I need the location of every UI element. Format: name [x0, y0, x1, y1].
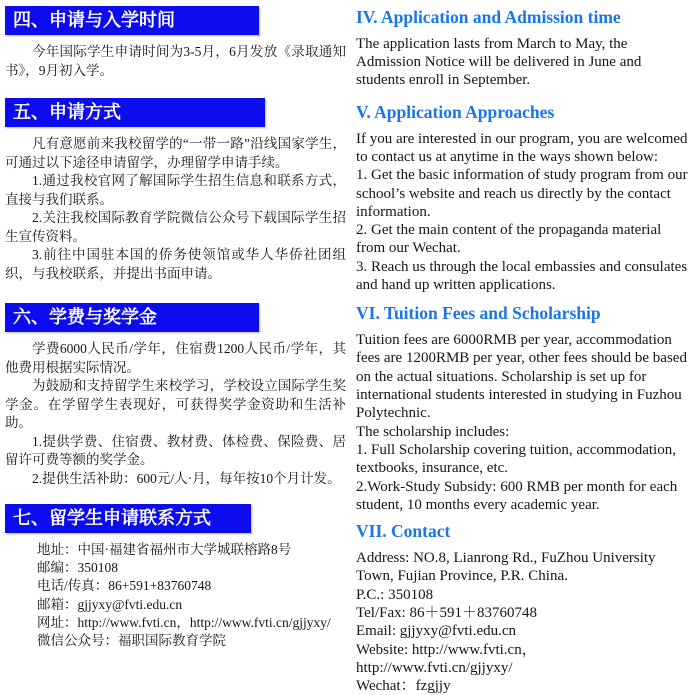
cn-section-application-time — [5, 6, 346, 80]
en-section-application-approaches — [356, 102, 693, 295]
en-section-contact-heading: VII. Contact — [356, 521, 451, 542]
cn-contact-block — [5, 541, 346, 650]
en-list-item: 2. Get the main content of the propaganda material from our Wechat. — [356, 222, 662, 257]
en-contact-wechat: Wechat：fzgjjy — [356, 678, 451, 695]
en-paragraph: The scholarship includes: — [356, 423, 510, 440]
en-section-tuition-scholarship-heading: VI. Tuition Fees and Scholarship — [356, 303, 601, 324]
en-paragraph: The application lasts from March to May, the Admission Notice will be delivered in June and students enroll in September. — [356, 35, 642, 89]
cn-section-application-time-banner: 四、申请与入学时间 — [5, 6, 259, 35]
cn-list-item: 1.提供学费、住宿费、教材费、体检费、保险费、居留许可费等额的奖学金。 — [5, 433, 346, 467]
cn-contact-postcode: 邮编：350108 — [37, 560, 118, 576]
en-contact-telfax: Tel/Fax: 86＋591＋83760748 — [356, 604, 538, 621]
cn-list-item: 2.关注我校国际教育学院微信公众号下载国际学生招生宣传资料。 — [5, 210, 346, 244]
cn-list-item: 1.通过我校官网了解国际学生招生信息和联系方式，直接与我们联系。 — [5, 173, 346, 207]
cn-paragraph: 为鼓励和支持留学生来校学习，学校设立国际学生奖学金。在学留学生表现好，可获得奖学金资助和生活补助。 — [5, 378, 346, 430]
en-contact-website: Website: http://www.fvti.cn，http://www.fvti.cn/gjjyxy/ — [356, 641, 537, 676]
cn-section-tuition-scholarship-banner: 六、学费与奖学金 — [5, 303, 259, 332]
en-contact-postcode: P.C.: 350108 — [356, 586, 434, 603]
en-section-contact — [356, 521, 693, 695]
en-list-item: 1. Get the basic information of study program from our school’s website and reach us directly by the contact information. — [356, 167, 688, 220]
en-section-application-time — [356, 7, 693, 90]
en-list-item: 1. Full Scholarship covering tuition, accommodation, textbooks, insurance, etc. — [356, 441, 676, 477]
cn-contact-telfax: 电话/传真：86+591+83760748 — [37, 578, 212, 594]
en-section-application-approaches-heading: V. Application Approaches — [356, 101, 555, 122]
cn-section-application-methods-banner: 五、申请方式 — [5, 98, 265, 127]
cn-section-tuition-scholarship — [5, 303, 346, 488]
chinese-column — [5, 6, 346, 649]
cn-contact-address: 地址：中国·福建省福州市大学城联榕路8号 — [37, 542, 292, 557]
cn-paragraph: 学费6000人民币/学年，住宿费1200人民币/学年，其他费用根据实际情况。 — [5, 341, 346, 375]
en-list-item: 2.Work-Study Subsidy: 600 RMB per month for each student, 10 months every academic year. — [356, 478, 678, 513]
cn-paragraph: 凡有意愿前来我校留学的“一带一路”沿线国家学生，可通过以下途径申请留学，办理留学申请手续。 — [5, 136, 346, 170]
cn-contact-website: 网址：http://www.fvti.cn，http://www.fvti.cn/gjjyxy/ — [37, 614, 331, 630]
en-list-item: 3. Reach us through the local embassies and consulates and hand up written applications. — [356, 258, 688, 294]
cn-list-item: 2.提供生活补助：600元/人·月，每年按10个月计发。 — [32, 470, 341, 486]
cn-list-item: 3.前往中国驻本国的侨务使领馆或华人华侨社团组织，与我校联系，并提出书面申请。 — [5, 247, 346, 281]
cn-section-application-methods — [5, 98, 346, 283]
en-contact-address: Address: NO.8, Lianrong Rd., FuZhou University Town, Fujian Province, P.R. China. — [356, 550, 656, 585]
en-paragraph: Tuition fees are 6000RMB per year, accommodation fees are 1200RMB per year, other fees should be based on the actual situations. Scholarship is set up for international students interested in studying in Fuzhou Polytechnic. — [356, 332, 687, 422]
en-contact-email: Email: gjjyxy@fvti.edu.cn — [356, 623, 517, 640]
cn-section-contact — [5, 504, 346, 650]
cn-contact-wechat: 微信公众号：福职国际教育学院 — [37, 633, 226, 649]
en-section-tuition-scholarship — [356, 303, 693, 514]
cn-section-contact-banner: 七、留学生申请联系方式 — [5, 504, 251, 533]
cn-contact-email: 邮箱：gjjyxy@fvti.edu.cn — [37, 596, 183, 612]
cn-paragraph: 今年国际学生申请时间为3-5月，6月发放《录取通知书》，9月初入学。 — [5, 44, 346, 78]
en-section-application-time-heading: IV. Application and Admission time — [356, 7, 621, 27]
english-column — [356, 6, 693, 695]
en-paragraph: If you are interested in our program, you are welcomed to contact us at anytime in the ways shown below: — [356, 130, 688, 165]
